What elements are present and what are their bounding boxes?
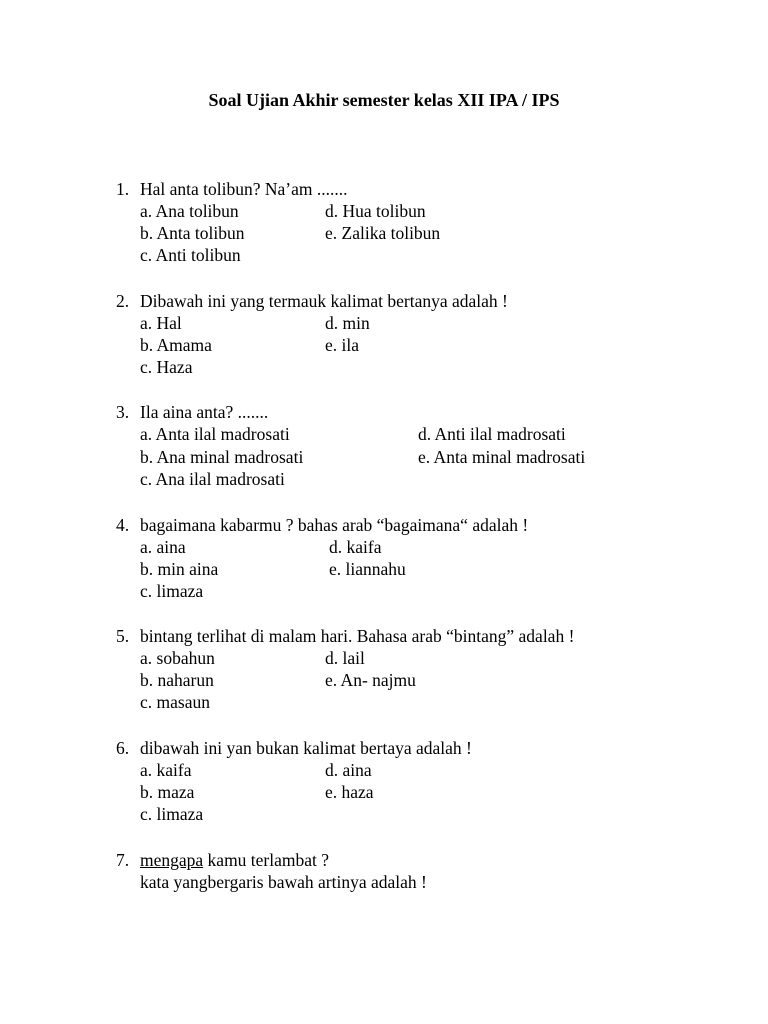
option-b: b. Anta tolibun	[140, 223, 245, 243]
option-c: c. limaza	[140, 581, 204, 601]
option-c: c. Haza	[140, 357, 193, 377]
option-c: c. masaun	[140, 692, 210, 712]
option-b: b. min aina	[140, 559, 219, 579]
question-number: 3.	[116, 402, 130, 422]
option-e: e. An- najmu	[325, 670, 416, 690]
question-text: Hal anta tolibun? Na’am .......	[140, 179, 348, 199]
underlined-word: mengapa	[140, 850, 204, 870]
option-c: c. Ana ilal madrosati	[140, 469, 285, 489]
option-d: d. Anti ilal madrosati	[418, 424, 566, 444]
question-text: dibawah ini yan bukan kalimat bertaya adalah !	[140, 738, 472, 758]
option-d: d. lail	[325, 648, 365, 668]
option-e: e. ila	[325, 335, 360, 355]
option-e: e. Anta minal madrosati	[418, 447, 586, 467]
question-number: 4.	[116, 515, 130, 535]
question-text: Ila aina anta? .......	[140, 402, 269, 422]
option-d: d. Hua tolibun	[325, 201, 426, 221]
option-b: b. naharun	[140, 670, 214, 690]
question-number: 7.	[116, 850, 130, 870]
page-title: Soal Ujian Akhir semester kelas XII IPA / IPS	[208, 90, 560, 110]
option-a: a. Ana tolibun	[140, 201, 239, 221]
option-e: e. Zalika tolibun	[325, 223, 441, 243]
option-c: c. limaza	[140, 804, 204, 824]
question-number: 1.	[116, 179, 130, 199]
option-e: e. haza	[325, 782, 374, 802]
option-d: d. aina	[325, 760, 372, 780]
option-b: b. Amama	[140, 335, 212, 355]
question-number: 6.	[116, 738, 130, 758]
option-d: d. min	[325, 313, 370, 333]
question-number: 5.	[116, 626, 130, 646]
option-b: b. maza	[140, 782, 195, 802]
question-number: 2.	[116, 291, 130, 311]
option-a: a. Hal	[140, 313, 182, 333]
question-text: Dibawah ini yang termauk kalimat bertanya adalah !	[140, 291, 508, 311]
option-e: e. liannahu	[329, 559, 406, 579]
option-a: a. sobahun	[140, 648, 215, 668]
question-subtext: kata yangbergaris bawah artinya adalah !	[140, 872, 427, 892]
option-c: c. Anti tolibun	[140, 245, 241, 265]
question-text-rest: kamu terlambat ?	[203, 850, 330, 870]
option-a: a. aina	[140, 537, 186, 557]
option-a: a. Anta ilal madrosati	[140, 424, 290, 444]
question-text	[140, 849, 329, 871]
question-text: bintang terlihat di malam hari. Bahasa arab “bintang” adalah !	[140, 626, 575, 646]
option-d: d. kaifa	[329, 537, 382, 557]
option-b: b. Ana minal madrosati	[140, 447, 304, 467]
option-a: a. kaifa	[140, 760, 192, 780]
question-text: bagaimana kabarmu ? bahas arab “bagaimana“ adalah !	[140, 515, 529, 535]
